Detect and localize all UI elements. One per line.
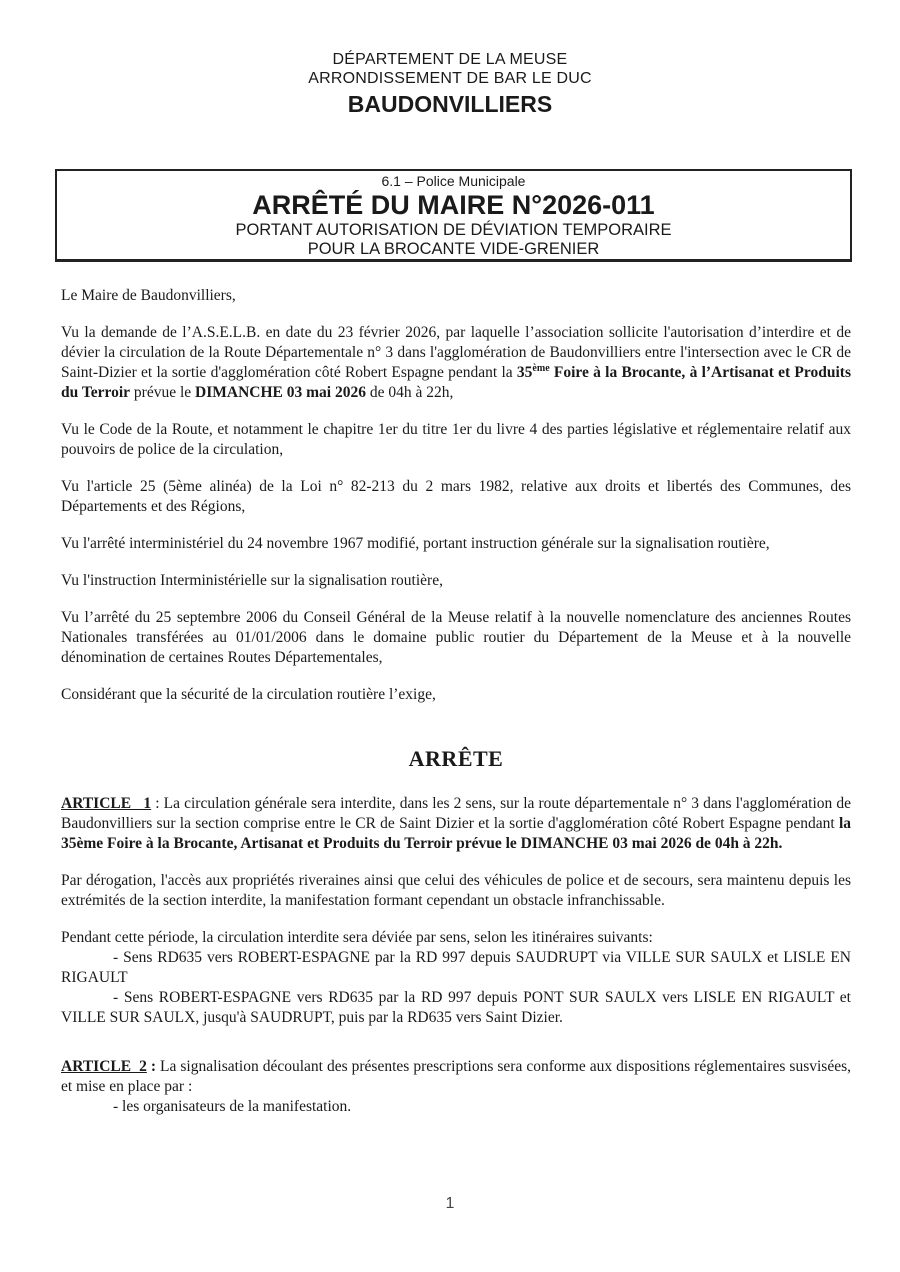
- edition-suffix: ème: [532, 362, 550, 374]
- page-number: 1: [445, 1195, 455, 1212]
- consideration-arrete-1967: Vu l'arrêté interministériel du 24 novembre 1967 modifié, portant instruction générale sur la signalisation routière,: [61, 535, 770, 552]
- departement-line: DÉPARTEMENT DE LA MEUSE: [332, 51, 568, 68]
- category-label: 6.1 – Police Municipale: [381, 173, 526, 189]
- article-1-route-2: - Sens ROBERT-ESPAGNE vers RD635 par la RD 997 depuis PONT SUR SAULX vers LISLE EN RIGAULT et VILLE SUR SAULX, jusqu'à SAUDRUPT, puis par la RD635 vers Saint Dizier.: [61, 989, 851, 1026]
- commune-name: BAUDONVILLIERS: [347, 91, 553, 117]
- vu-demande-text-1: Vu la demande de l’A.S.E.L.B. en date du 23 février 2026, par laquelle l’association sollicite l'autorisation d’interdire et de dévier la circulation de la Route Départementale n° 3 dans l'agglomération de Baudonvilliers entre l'intersection avec le CR de Saint-Dizier et la sortie d'agglomération côté Robert Espagne pendant la: [61, 324, 851, 381]
- decree-subtitle-1: PORTANT AUTORISATION DE DÉVIATION TEMPORAIRE: [235, 221, 672, 239]
- article-1-route-1: - Sens RD635 vers ROBERT-ESPAGNE par la RD 997 depuis SAUDRUPT via VILLE SUR SAULX et LISLE EN RIGAULT: [61, 949, 851, 986]
- consideration-securite: Considérant que la sécurité de la circulation routière l’exige,: [61, 686, 436, 703]
- article-1-text: : La circulation générale sera interdite, dans les 2 sens, sur la route départementale n° 3 dans l'agglomération de Baudonvilliers sur la section comprise entre le CR de Saint Dizier et la sortie d'agglomération côté Robert Espagne pendant: [61, 795, 851, 832]
- edition-number: 35: [516, 364, 533, 381]
- vu-demande-text-3: de 04h à 22h,: [365, 384, 454, 401]
- title-box: [55, 169, 852, 262]
- decree-subtitle-2: POUR LA BROCANTE VIDE-GRENIER: [307, 240, 600, 258]
- opening-line: Le Maire de Baudonvilliers,: [61, 287, 236, 304]
- article-2-paragraph: [61, 1057, 851, 1097]
- consideration-loi-1982: Vu l'article 25 (5ème alinéa) de la Loi n° 82-213 du 2 mars 1982, relative aux droits et libertés des Communes, des Départements et des Régions,: [61, 478, 851, 515]
- article-1-paragraph: [61, 794, 851, 854]
- event-name: Foire à la Brocante, à l’Artisanat et Produits du Terroir: [61, 364, 851, 401]
- article-2-item: - les organisateurs de la manifestation.: [113, 1098, 352, 1115]
- document-header: [0, 50, 900, 119]
- article-2-colon: :: [146, 1058, 157, 1075]
- vu-demande-text-2: prévue le: [130, 384, 196, 401]
- consideration-arrete-2006: Vu l’arrêté du 25 septembre 2006 du Conseil Général de la Meuse relatif à la nouvelle nomenclature des anciennes Routes Nationales transférées au 01/01/2006 dans le domaine public routier du Département de la Meuse et à la nouvelle dénomination de certaines Routes Départementales,: [61, 609, 851, 666]
- consideration-instruction: Vu l'instruction Interministérielle sur la signalisation routière,: [61, 572, 443, 589]
- arrondissement-line: ARRONDISSEMENT DE BAR LE DUC: [308, 70, 592, 87]
- arrete-heading: ARRÊTE: [408, 746, 504, 771]
- article-1-label: ARTICLE 1: [61, 795, 152, 812]
- consideration-code-route: Vu le Code de la Route, et notamment le chapitre 1er du titre 1er du livre 4 des parties législative et réglementaire relatif aux pouvoirs de police de la circulation,: [61, 421, 851, 458]
- article-2-label: ARTICLE 2: [61, 1058, 147, 1075]
- document-body: [61, 286, 851, 1117]
- decree-number: ARRÊTÉ DU MAIRE N°2026-011: [252, 190, 655, 220]
- article-1-derogation: Par dérogation, l'accès aux propriétés riveraines ainsi que celui des véhicules de police et de secours, sera maintenu depuis les extrémités de la section interdite, la manifestation formant cependant un obstacle infranchissable.: [61, 872, 851, 909]
- article-2-text: La signalisation découlant des présentes prescriptions sera conforme aux dispositions réglementaires susvisées, et mise en place par :: [61, 1058, 851, 1095]
- event-date: DIMANCHE 03 mai 2026: [195, 384, 366, 401]
- vu-demande-paragraph: [61, 323, 851, 403]
- article-1-periode-intro: Pendant cette période, la circulation interdite sera déviée par sens, selon les itinéraires suivants:: [61, 929, 653, 946]
- article-1-bold: la 35ème Foire à la Brocante, Artisanat et Produits du Terroir prévue le DIMANCHE 03 mai 2026 de 04h à 22h.: [61, 815, 851, 852]
